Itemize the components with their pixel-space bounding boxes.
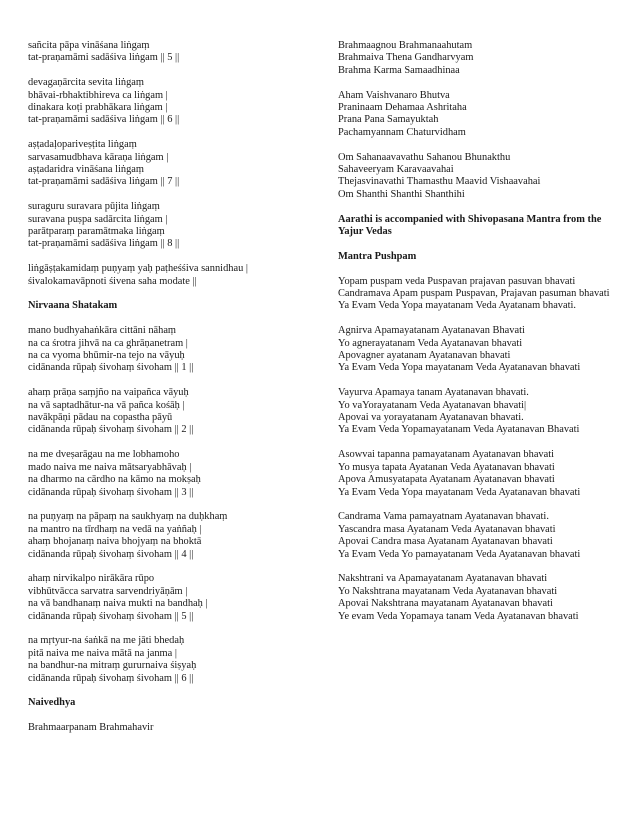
text-line: Agnirva Apamayatanam Ayatanavan Bhavati xyxy=(338,325,525,337)
text-line: tat-praṇamāmi sadāśiva liṅgam || 8 || xyxy=(28,238,180,250)
text-line: na mantro na tīrdhaṃ na vedā na yaṅñaḥ | xyxy=(28,523,202,535)
text-line: Candramava Apam puspam Puspavan, Prajavan pasuman bhavati xyxy=(338,288,610,300)
text-line: na ca vyoma bhūmir-na tejo na vāyuḥ xyxy=(28,350,185,362)
text-line: pitā naiva me naiva mātā na janma | xyxy=(28,647,177,659)
text-line: Candrama Vama pamayatnam Ayatanavan bhavati. xyxy=(338,511,549,523)
text-line: ahaṃ prāṇa saṃjño na vaipañca vāyuḥ xyxy=(28,387,189,399)
text-line: Thejasvinavathi Thamasthu Maavid Vishaavahai xyxy=(338,176,541,188)
left-column xyxy=(28,40,318,747)
text-line: aṣṭadaḷopariveṣṭita liṅgaṃ xyxy=(28,139,137,151)
text-line: mano budhyahaṅkāra cittāni nāhaṃ xyxy=(28,325,177,337)
text-line: tat-praṇamāmi sadāśiva liṅgam || 7 || xyxy=(28,176,180,188)
text-line: suravana puṣpa sadārcita liṅgam | xyxy=(28,213,168,225)
text-line: Yo vaYorayatanam Veda Ayatanavan bhavati| xyxy=(338,399,527,411)
verse-block xyxy=(28,325,318,375)
text-line: liṅgāṣṭakamidaṃ puṇyaṃ yaḥ paṭheśśiva sannidhau | xyxy=(28,263,248,275)
text-line: ahaṃ bhojanaṃ naiva bhojyaṃ na bhoktā xyxy=(28,536,202,548)
text-line: Yo Nakshtrana mayatanam Veda Ayatanavan bhavati xyxy=(338,585,558,597)
text-line: suraguru suravara pūjita liṅgaṃ xyxy=(28,201,160,213)
text-line: Brahma Karma Samaadhinaa xyxy=(338,64,460,76)
text-line: Apovagner ayatanam Ayatanavan bhavati xyxy=(338,350,511,362)
verse-block xyxy=(28,635,318,685)
text-line: cidānanda rūpaḥ śivohaṃ śivoham || 2 || xyxy=(28,424,194,436)
text-line: na mṛtyur-na śaṅkā na me jāti bhedaḥ xyxy=(28,635,185,647)
text-line: ahaṃ nirvikalpo nirākāra rūpo xyxy=(28,573,155,585)
verse-block xyxy=(338,325,620,375)
text-line: na bandhur-na mitraṃ gururnaiva śiṣyaḥ xyxy=(28,660,197,672)
text-line: Brahmaagnou Brahmanaahutam xyxy=(338,40,473,51)
section-heading: Mantra Pushpam xyxy=(338,250,417,262)
verse-block xyxy=(28,511,318,561)
text-line: Ya Evam Veda Yopamayatanam Veda Ayatanavan Bhavati xyxy=(338,424,580,436)
text-line: Apovai va yorayatanam Ayatanavan bhavati. xyxy=(338,412,524,424)
verse-block xyxy=(28,722,318,734)
verse-block xyxy=(338,40,620,77)
text-line: cidānanda rūpaḥ śivohaṃ śivoham || 4 || xyxy=(28,548,194,560)
text-line: Apova Amusyatapata Ayatanam Ayatanavan bhavati xyxy=(338,474,555,486)
text-line: Yo musya tapata Ayatanan Veda Ayatanavan bhavati xyxy=(338,461,555,473)
text-line: aṣṭadaridra vināśana liṅgaṃ xyxy=(28,164,144,176)
verse-block xyxy=(338,573,620,623)
verse-block xyxy=(28,263,318,288)
text-line: Asowvai tapanna pamayatanam Ayatanavan bhavati xyxy=(338,449,555,461)
text-line: mado naiva me naiva mātsaryabhāvaḥ | xyxy=(28,461,192,473)
text-line: sarvasamudbhava kāraṇa liṅgam | xyxy=(28,151,169,163)
section-heading: Nirvaana Shatakam xyxy=(28,300,118,312)
text-line: na me dveṣarāgau na me lobhamoho xyxy=(28,449,180,461)
text-line: Yo agnerayatanam Veda Ayatanavan bhavati xyxy=(338,337,523,349)
verse-block xyxy=(28,387,318,437)
text-line: Ya Evam Veda Yo pamayatanam Veda Ayatanavan bhavati xyxy=(338,548,581,560)
text-line: Yopam puspam veda Puspavan prajavan pasuvan bhavati xyxy=(338,275,576,287)
text-line: vibhūtvācca sarvatra sarvendriyāṇām | xyxy=(28,585,188,597)
verse-block xyxy=(338,90,620,140)
verse-block xyxy=(338,511,620,561)
text-line: Ye evam Veda Yopamaya tanam Veda Ayatanavan bhavati xyxy=(338,610,579,622)
text-line: Om Shanthi Shanthi Shanthihi xyxy=(338,188,465,200)
text-line: Apovai Nakshtrana mayatanam Ayatanavan bhavati xyxy=(338,598,553,610)
verse-block xyxy=(338,276,620,313)
text-line: Sahaveeryam Karavaavahai xyxy=(338,164,454,176)
text-line: cidānanda rūpaḥ śivohaṃ śivoham || 3 || xyxy=(28,486,194,498)
text-line: cidānanda rūpaḥ śivohaṃ śivoham || 5 || xyxy=(28,610,194,622)
text-line: Ya Evam Veda Yopa mayatanam Veda Ayatanavan bhavati xyxy=(338,362,581,374)
text-line: tat-praṇamāmi sadāśiva liṅgam || 6 || xyxy=(28,114,180,126)
verse-block xyxy=(338,387,620,437)
verse-block xyxy=(28,77,318,127)
text-line: Aham Vaishvanaro Bhutva xyxy=(338,89,450,101)
text-line: Ya Evam Veda Yopa mayatanam Veda Ayatanavan bhavati xyxy=(338,486,581,498)
text-line: na dharmo na cārdho na kāmo na mokṣaḥ xyxy=(28,474,201,486)
text-line: devagaṇārcita sevita liṅgaṃ xyxy=(28,77,144,89)
section-heading: Aarathi is accompanied with Shivopasana Mantra from the Yajur Vedas xyxy=(338,213,602,238)
section-heading: Naivedhya xyxy=(28,697,76,709)
text-line: Ya Evam Veda Yopa mayatanam Veda Ayatanam bhavati. xyxy=(338,300,576,312)
text-line: tat-praṇamāmi sadāśiva liṅgam || 5 || xyxy=(28,52,180,64)
text-line: na vā saptadhātur-na vā pañca kośāḥ | xyxy=(28,399,185,411)
text-line: Pachamyannam Chaturvidham xyxy=(338,126,466,138)
text-line: parātparaṃ paramātmaka liṅgaṃ xyxy=(28,226,165,238)
text-line: śivalokamavāpnoti śivena saha modate || xyxy=(28,275,197,287)
text-line: dinakara koṭi prabhākara liṅgam | xyxy=(28,102,168,114)
text-line: na ca śrotra jihvā na ca ghrāṇanetram | xyxy=(28,337,188,349)
verse-block xyxy=(338,449,620,499)
text-line: na puṇyaṃ na pāpaṃ na saukhyaṃ na duḥkhaṃ xyxy=(28,511,228,523)
text-line: Brahmaiva Thena Gandharvyam xyxy=(338,52,474,64)
right-column xyxy=(338,40,620,635)
verse-block xyxy=(28,201,318,251)
text-line: bhāvai-rbhaktibhireva ca liṅgam | xyxy=(28,89,168,101)
text-line: Brahmaarpanam Brahmahavir xyxy=(28,722,154,734)
text-line: Vayurva Apamaya tanam Ayatanavan bhavati. xyxy=(338,387,529,399)
text-line: cidānanda rūpaḥ śivohaṃ śivoham || 1 || xyxy=(28,362,194,374)
text-line: Om Sahanaavavathu Sahanou Bhunakthu xyxy=(338,151,511,163)
verse-block xyxy=(28,449,318,499)
text-line: navākpāṇi pādau na copastha pāyū xyxy=(28,412,173,424)
text-line: Praninaam Dehamaa Ashritaha xyxy=(338,102,467,114)
text-line: sañcita pāpa vināśana liṅgaṃ xyxy=(28,40,150,51)
text-line: Nakshtrani va Apamayatanam Ayatanavan bhavati xyxy=(338,573,548,585)
text-line: cidānanda rūpaḥ śivohaṃ śivoham || 6 || xyxy=(28,672,194,684)
verse-block xyxy=(28,139,318,189)
text-line: Apovai Candra masa Ayatanam Ayatanavan bhavati xyxy=(338,536,553,548)
text-line: na vā bandhanaṃ naiva mukti na bandhaḥ | xyxy=(28,598,208,610)
verse-block xyxy=(28,40,318,65)
verse-block xyxy=(28,573,318,623)
verse-block xyxy=(338,152,620,202)
text-line: Prana Pana Samayuktah xyxy=(338,114,439,126)
text-line: Yascandra masa Ayatanam Veda Ayatanavan bhavati xyxy=(338,523,556,535)
